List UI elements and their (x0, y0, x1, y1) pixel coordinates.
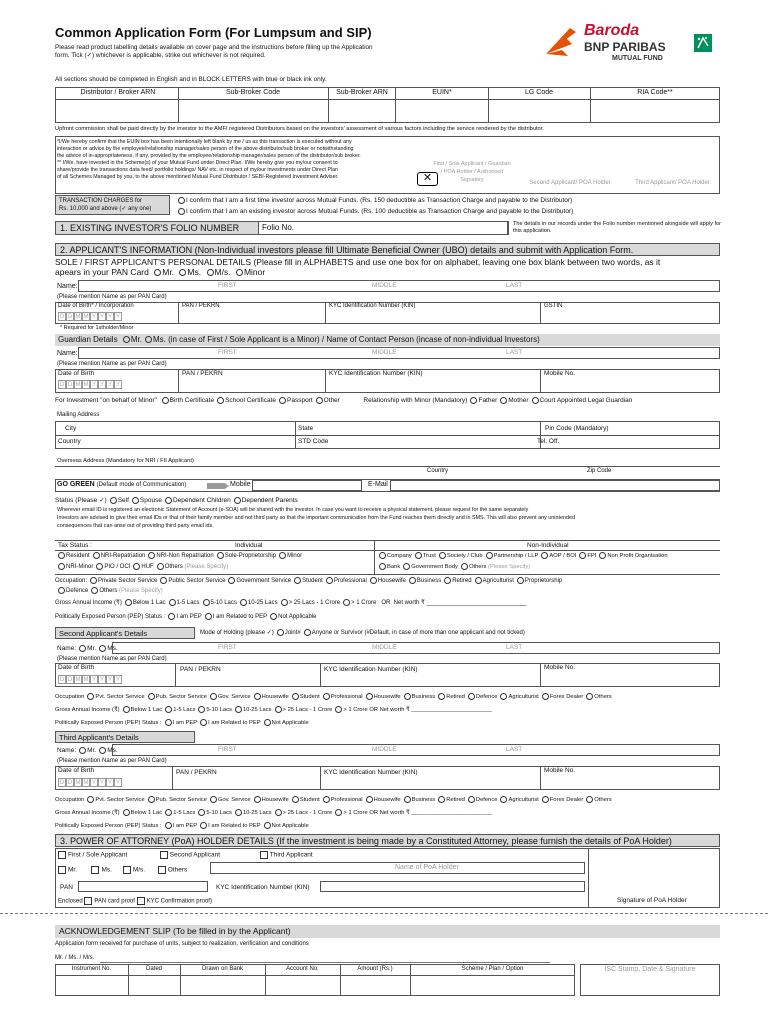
logo: Baroda BNP PARIBAS MUTUAL FUND (540, 22, 725, 67)
sig-first: First / Sole Applicant / Guardian / POA Holder / Authorised Signatory (433, 161, 511, 183)
tax-nonindividual-options[interactable]: Company Trust Society / Club Partnership / LLP AOP / BOI FPI Non Profit Organisation (376, 552, 668, 559)
bnp-stars-icon (694, 34, 712, 52)
sig-second: Second Applicant/ POA Holder (529, 180, 611, 186)
folio-input[interactable]: Folio No. (258, 221, 508, 235)
third-name-field[interactable] (112, 744, 720, 756)
applicant-name-field[interactable] (78, 280, 720, 292)
dob-boxes[interactable]: D D M M Y Y Y Y (59, 314, 120, 320)
third-income-row[interactable]: Gross Annual Income (₹) Below 1 Lac 1-5 Lacs 5-10 Lacs 10-25 Lacs > 25 Lacs - 1 Crore > 1 Crore OR Net worth ₹ _________________________ (55, 810, 492, 817)
mobile-input[interactable] (252, 480, 362, 491)
blocks-note: All sections should be completed in English and in BLOCK LETTERS with blue or black ink only. (55, 76, 327, 83)
second-income-row[interactable]: Gross Annual Income (₹) Below 1 Lac 1-5 Lacs 5-10 Lacs 10-25 Lacs > 25 Lacs - 1 Crore > 1 Crore OR Net worth ₹ _________________________ (55, 707, 492, 714)
income-row[interactable]: Gross Annual Income (₹) Below 1 Lac 1-5 Lacs 5-10 Lacs 10-25 Lacs > 25 Lacs - 1 Crore > 1 Crore OR Net worth ₹ ______________________________ (55, 600, 527, 607)
third-occupation-row[interactable]: Occupation Pvt. Sector Service Pub. Sector Service Gov. Service Housewife Student Professional Housewife Business Retired Defence Agriculturist Forex Dealer Others (55, 797, 612, 804)
tax-individual-options[interactable]: Resident NRI-Repatriation NRI-Non Repatriation Sole-Proprietorship Minor (55, 552, 302, 559)
txn-option-existing[interactable]: I confirm that I am an existing investor across Mutual Funds. (Rs. 100 deductible as Transaction Charge and payable to the Distributor) (175, 208, 573, 215)
sig-third: Third Applicant/ POA Holder (635, 180, 710, 186)
esoa-note: Wherever email ID is registered an electronic Statement of Account (e-SOA) will be shared with the investor. In case you want to receive a physical statement, please request for the same separately Investors are advised to give their email IDs or that of their family member and not third party so that the important communication from the Fund reaches them directly and in SMS. This will also prevent any unintended consequences that can arise out of providing third party email ids. (57, 507, 575, 529)
section-2-header: 2. APPLICANT'S INFORMATION (Non-Individual investors please fill Ultimate Beneficial Owner (UBO) details and submit with Application Form. (55, 243, 720, 256)
guardian-header: Guardian Details Mr. Ms. (in case of First / Sole Applicant is a Minor) / Name of Contact Person (incase of non-individual Investors) (55, 334, 720, 346)
occupation-row[interactable]: Occupation: Private Sector Service Public Sector Service Government Service Student Professional Housewife Business Retired Agriculturist Proprietorship (55, 578, 563, 585)
poa-pan-field[interactable] (78, 881, 208, 892)
ack-header: ACKNOWLEDGEMENT SLIP (To be filled in by the Applicant) (55, 925, 720, 938)
sign-here-icon: ✕ (417, 172, 438, 186)
guardian-name-field[interactable] (78, 347, 720, 359)
radio-mr[interactable] (154, 269, 161, 276)
intro-text: Please read product labelling details available on cover page and the instructions before filling up the Application form. Tick (✓) whichever is applicable, strike out whichever is not required. (55, 44, 373, 59)
poa-applicant-options[interactable]: First / Sole Applicant Second Applicant Third Applicant (58, 851, 313, 859)
radio-ms[interactable] (179, 269, 186, 276)
baroda-sun-icon (540, 24, 582, 62)
txn-option-first[interactable]: I confirm that I am a first time investor across Mutual Funds. (Rs. 150 deductible as Transaction Charge and payable to the Distributor) (175, 197, 572, 204)
arrow-icon (207, 483, 229, 489)
poa-signature-label: Signature of PoA Holder (617, 897, 687, 904)
page-title: Common Application Form (For Lumpsum and SIP) (55, 25, 372, 40)
second-applicant-header: Second Applicant's Details (55, 627, 195, 639)
poa-title-options[interactable]: Mr. Ms. M/s. Others (58, 866, 187, 874)
minor-proof-row: For Investment "on behalf of Minor" Birth Certificate School Certificate Passport Other Relationship with Minor (Mandatory) Father Mother Court Appointed Legal Guardian (55, 397, 633, 405)
radio-mrs[interactable] (207, 269, 214, 276)
section-3-header: 3. POWER OF ATTORNEY (PoA) HOLDER DETAILS (If the investment is being made by a Constituted Attorney, please furnish the details of PoA Holder) (55, 834, 720, 847)
third-pep-row[interactable]: Politically Exposed Person (PEP) Status : I am PEP I am Related to PEP Not Applicable (55, 823, 309, 830)
euin-declaration: *I/We hereby confirm that the EUIN box has been intentionally left blank by me / us as this transaction is executed without any interaction or advice by the employee/relationship manager/sales person of the above distributor/sub broker or notwithstanding the advice of in-appropriateness, if any, provided by the employee/relationship manager/sales person of the distributor/sub broker. ** I/We, have invested in the Scheme(s) of your Mutual Fund under Direct Plan. I/We hereby give you my/our consent to share/provide the transactions data feed/ portfolio holdings/ NAV etc. in respect of my/our investments under Direct Plan of all Schemes Managed by you, to the above mentioned Mutual Fund Distributor / SEBI-Registered Investment Adviser. (57, 139, 361, 180)
sole-applicant-title: SOLE / FIRST APPLICANT'S PERSONAL DETAILS (Please fill in ALPHABETS and use one box for on alphabet, leaving one box blank between two words, as it (55, 257, 661, 267)
poa-kyc-field[interactable] (320, 881, 585, 892)
transaction-label: TRANSACTION CHARGES for Rs. 10,000 and above (✓ any one) (55, 195, 170, 215)
section-1-header: 1. EXISTING INVESTOR'S FOLIO NUMBER (55, 221, 509, 235)
second-occupation-row[interactable]: Occupation Pvt. Sector Service Pub. Sector Service Gov. Service Housewife Student Professional Housewife Business Retired Defence Agriculturist Forex Dealer Others (55, 694, 612, 701)
pep-row[interactable]: Politically Exposed Person (PEP) Status : I am PEP I am Related to PEP Not Applicable (55, 614, 317, 621)
email-input[interactable] (390, 480, 720, 491)
second-name-field[interactable] (112, 642, 720, 654)
third-applicant-header: Third Applicant's Details (55, 731, 195, 743)
radio-minor[interactable] (236, 269, 243, 276)
second-pep-row[interactable]: Politically Exposed Person (PEP) Status : I am PEP I am Related to PEP Not Applicable (55, 720, 309, 727)
